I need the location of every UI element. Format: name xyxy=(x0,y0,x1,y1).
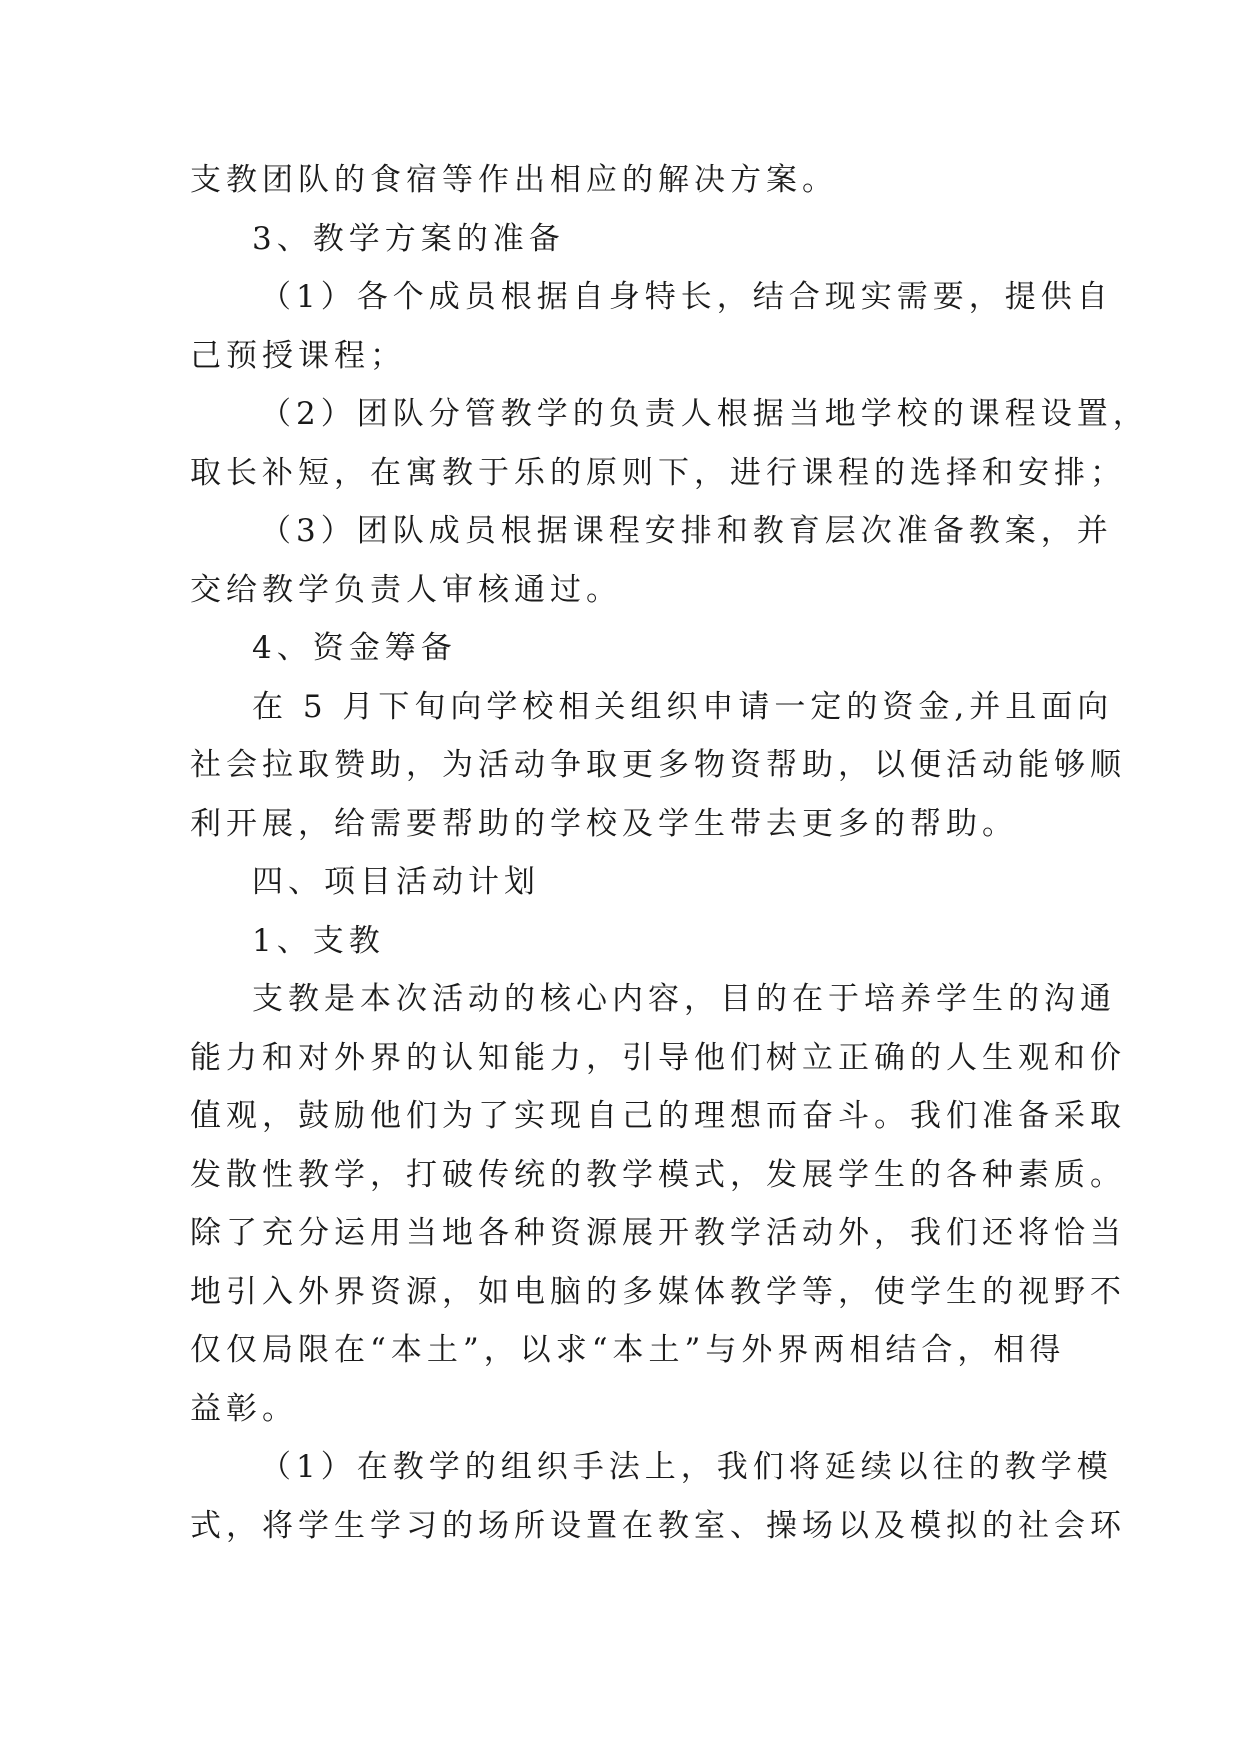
document-body xyxy=(190,151,1149,1555)
text-line: （1）在教学的组织手法上，我们将延续以往的教学模 xyxy=(260,1449,1113,1485)
text-line: 在 5 月下旬向学校相关组织申请一定的资金,并且面向 xyxy=(252,688,1114,725)
text-line: 己预授课程； xyxy=(190,337,406,374)
text-line: （2）团队分管教学的负责人根据当地学校的课程设置， xyxy=(260,396,1149,432)
text-line: 值观，鼓励他们为了实现自己的理想而奋斗。我们准备采取 xyxy=(190,1098,1126,1134)
text-line: 仅仅局限在“本土”，以求“本土”与外界两相结合，相得 xyxy=(190,1332,1066,1368)
text-line: 式，将学生学习的场所设置在教室、操场以及模拟的社会环 xyxy=(190,1507,1126,1544)
section-heading: 1、支教 xyxy=(252,922,385,959)
section-heading: 4、资金筹备 xyxy=(252,630,457,666)
text-line: 利开展，给需要帮助的学校及学生带去更多的帮助。 xyxy=(190,805,1018,842)
text-line: 发散性教学，打破传统的教学模式，发展学生的各种素质。 xyxy=(190,1156,1126,1193)
text-line: 除了充分运用当地各种资源展开教学活动外，我们还将恰当 xyxy=(190,1215,1126,1251)
text-line: （1）各个成员根据自身特长，结合现实需要，提供自 xyxy=(260,279,1113,315)
text-line: 能力和对外界的认知能力，引导他们树立正确的人生观和价 xyxy=(190,1039,1126,1076)
section-heading: 3、教学方案的准备 xyxy=(252,220,565,257)
text-line: 交给教学负责人审核通过。 xyxy=(190,571,622,608)
text-line: 地引入外界资源，如电脑的多媒体教学等，使学生的视野不 xyxy=(190,1273,1126,1310)
text-line: 取长补短，在寓教于乐的原则下，进行课程的选择和安排； xyxy=(190,454,1126,491)
text-line: 支教团队的食宿等作出相应的解决方案。 xyxy=(190,162,838,198)
text-line: 支教是本次活动的核心内容，目的在于培养学生的沟通 xyxy=(252,981,1116,1017)
text-line: （3）团队成员根据课程安排和教育层次准备教案，并 xyxy=(260,513,1113,549)
text-line: 益彰。 xyxy=(190,1390,298,1427)
text-line: 社会拉取赞助，为活动争取更多物资帮助，以便活动能够顺 xyxy=(190,747,1126,783)
section-heading: 四、项目活动计划 xyxy=(252,864,540,900)
